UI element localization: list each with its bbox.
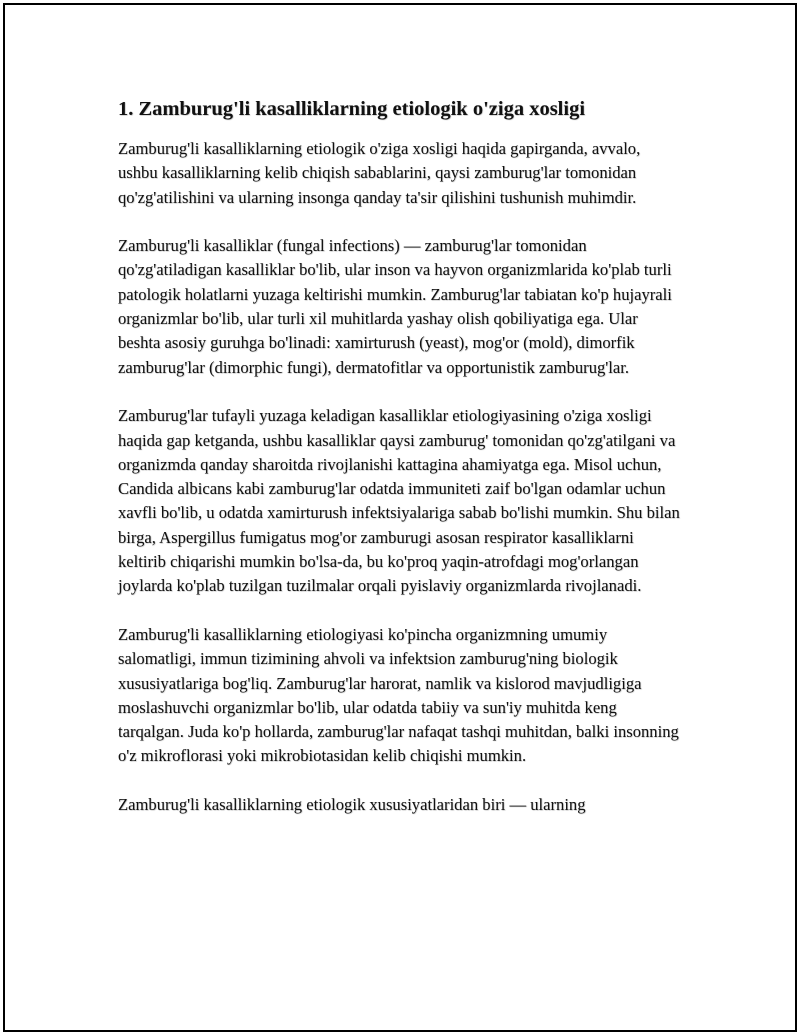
paragraph-etiology-specifics: Zamburug'lar tufayli yuzaga keladigan kasalliklar etiologiyasining o'ziga xosligi haqida gap ketganda, ushbu kasalliklar qaysi zamburug' tomonidan qo'zg'atilgani va organizmda qanday sharoitda rivojlanishi kattagina ahamiyatga ega. Misol uchun, Candida albicans kabi zamburug'lar odatda immuniteti zaif bo'lgan odamlar uchun xavfli bo'lib, u odatda xamirturush infektsiyalariga sabab bo'lishi mumkin. Shu bilan birga, Aspergillus fumigatus mog'or zamburugi asosan respirator kasalliklarni keltirib chiqarishi mumkin bo'lsa-da, bu ko'proq yaqin-atrofdagi mog'orlangan joylarda ko'plab tuzilgan tuzilmalar orqali pyislaviy organizmlarda rivojlanadi. [118, 406, 680, 596]
paragraph-general-health: Zamburug'li kasalliklarning etiologiyasi ko'pincha organizmning umumiy salomatligi, immun tizimining ahvoli va infektsion zamburug'ning biologik xususiyatlariga bog'liq. Zamburug'lar harorat, namlik va kislorod mavjudligiga moslashuvchi organizmlar bo'lib, ular odatda tabiiy va sun'iy muhitda keng tarqalgan. Juda ko'p hollarda, zamburug'lar nafaqat tashqi muhitdan, balki insonning o'z mikroflorasi yoki mikrobiotasidan kelib chiqishi mumkin. [118, 624, 679, 766]
document-body [118, 95, 683, 842]
paragraph-intro: Zamburug'li kasalliklarning etiologik o'ziga xosligi haqida gapirganda, avvalo, ushbu kasalliklarning kelib chiqish sabablarini, qaysi zamburug'lar tomonidan qo'zg'atilishini va ularning insonga qanday ta'sir qilishini tushunish muhimdir. [118, 139, 641, 207]
paragraph-continuation: Zamburug'li kasalliklarning etiologik xususiyatlaridan biri — ularning [118, 795, 586, 815]
document-page [3, 3, 797, 1032]
paragraph-fungal-infections: Zamburug'li kasalliklar (fungal infections) — zamburug'lar tomonidan qo'zg'atiladigan kasalliklar bo'lib, ular inson va hayvon organizmlarida ko'plab turli patologik holatlarni yuzaga keltirishi mumkin. Zamburug'lar tabiatan ko'p hujayrali organizmlar bo'lib, ular turli xil muhitlarda yashay olish qobiliyatiga ega. Ular beshta asosiy guruhga bo'linadi: xamirturush (yeast), mog'or (mold), dimorfik zamburug'lar (dimorphic fungi), dermatofitlar va opportunistik zamburug'lar. [118, 236, 672, 377]
section-heading: 1. Zamburug'li kasalliklarning etiologik o'ziga xosligi [118, 98, 586, 120]
